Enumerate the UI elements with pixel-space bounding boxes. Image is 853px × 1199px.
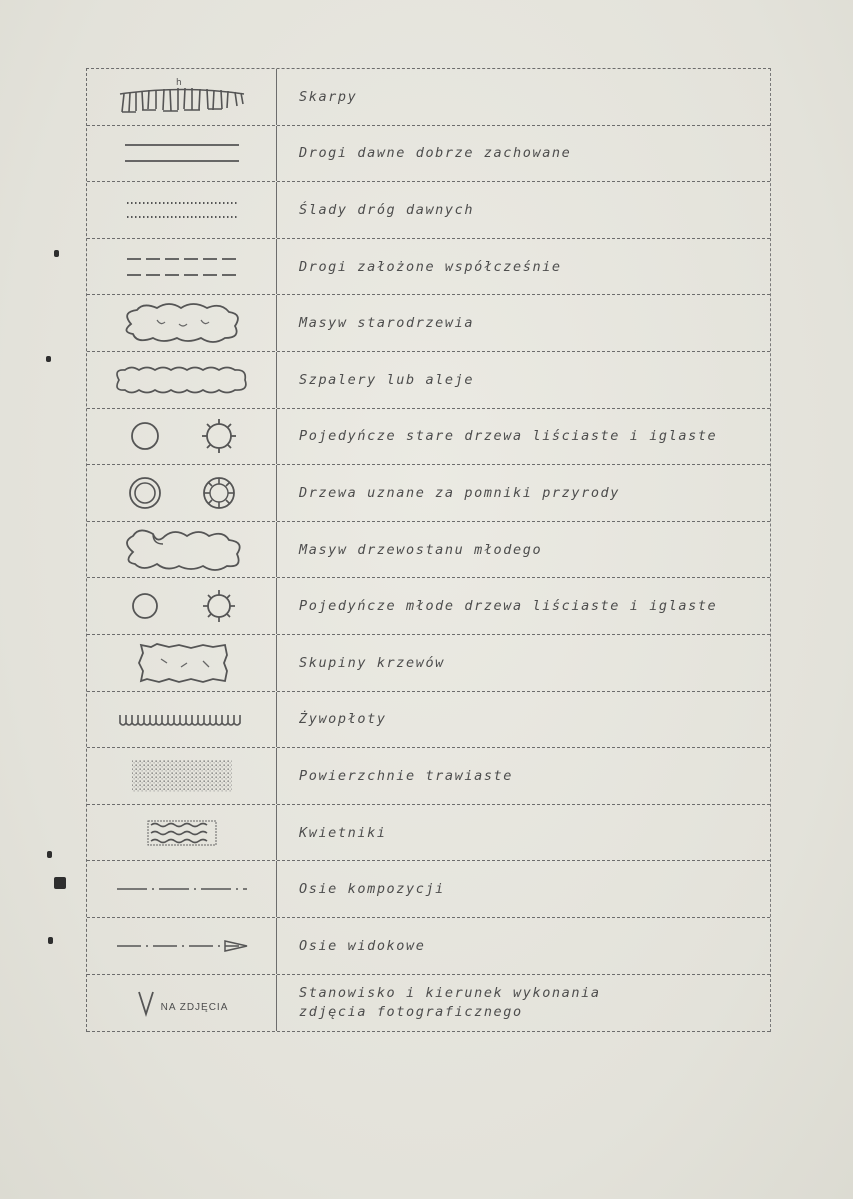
legend-row-old-roads	[87, 126, 770, 183]
symbol-cell	[87, 918, 277, 974]
legend-row-old-tree-mass	[87, 295, 770, 352]
legend-row-flowerbeds	[87, 805, 770, 862]
double-solid-lines-symbol-icon	[117, 138, 247, 168]
legend-label-line-2: zdjęcia fotograficznego	[299, 1003, 523, 1020]
legend-row-hedges	[87, 692, 770, 749]
legend-label: Drzewa uznane za pomniki przyrody	[299, 484, 621, 501]
view-axis-symbol-icon	[107, 936, 257, 956]
legend-row-young-single-trees	[87, 578, 770, 635]
legend-row-grass-areas	[87, 748, 770, 805]
double-dashed-lines-symbol-icon	[117, 252, 247, 282]
binder-hole-mark	[46, 356, 51, 362]
composition-axis-symbol-icon	[107, 879, 257, 899]
legend-row-composition-axes	[87, 861, 770, 918]
legend-label: Szpalery lub aleje	[299, 371, 475, 388]
young-tree-mass-symbol-icon	[117, 526, 247, 574]
flowerbed-symbol-icon	[127, 813, 237, 853]
symbol-cell	[87, 182, 277, 238]
legend-label: Pojedyńcze stare drzewa liściaste i iglaste	[299, 428, 718, 445]
legend-row-view-axes	[87, 918, 770, 975]
legend-label	[277, 975, 770, 1032]
escarpment-symbol-icon	[112, 74, 252, 120]
symbol-cell	[87, 692, 277, 748]
legend-label: Ślady dróg dawnych	[299, 201, 475, 218]
legend-row-photo-position	[87, 975, 770, 1033]
legend-row-road-traces	[87, 182, 770, 239]
legend-label: Skupiny krzewów	[299, 654, 445, 671]
shrub-group-symbol-icon	[117, 639, 247, 687]
photo-position-symbol-icon	[135, 988, 157, 1018]
legend-label: Skarpy	[299, 88, 358, 105]
legend-row-modern-roads	[87, 239, 770, 296]
symbol-cell	[87, 635, 277, 691]
symbol-cell	[87, 578, 277, 634]
legend-label: Drogi dawne dobrze zachowane	[299, 145, 572, 162]
escarpment-symbol-letter: h	[175, 77, 182, 88]
symbol-cell	[87, 975, 277, 1032]
symbol-cell	[87, 805, 277, 861]
young-single-trees-symbol-icon	[107, 583, 257, 629]
legend-label: Osie kompozycji	[299, 881, 445, 898]
binder-hole-mark	[54, 877, 66, 889]
monument-trees-symbol-icon	[107, 468, 257, 518]
binder-hole-mark	[48, 937, 53, 944]
legend-row-shrub-groups	[87, 635, 770, 692]
symbol-cell	[87, 352, 277, 408]
symbol-cell	[87, 239, 277, 295]
legend-label: Powierzchnie trawiaste	[299, 767, 514, 784]
legend-label: Osie widokowe	[299, 937, 426, 954]
hedge-symbol-icon	[112, 707, 252, 731]
legend-row-tree-rows	[87, 352, 770, 409]
grass-area-symbol-icon	[127, 756, 237, 796]
symbol-cell	[87, 69, 277, 125]
old-single-trees-symbol-icon	[107, 413, 257, 459]
symbol-cell	[87, 748, 277, 804]
legend-label: Żywopłoty	[299, 711, 387, 728]
legend-label: Masyw drzewostanu młodego	[299, 541, 543, 558]
legend-row-monument-trees	[87, 465, 770, 522]
symbol-cell	[87, 861, 277, 917]
legend-table	[86, 68, 771, 1032]
old-tree-mass-symbol-icon	[117, 300, 247, 346]
double-dotted-lines-symbol-icon	[117, 195, 247, 225]
legend-row-escarpment	[87, 69, 770, 126]
symbol-cell	[87, 126, 277, 182]
legend-label: Masyw starodrzewia	[299, 315, 475, 332]
symbol-cell	[87, 409, 277, 465]
legend-row-young-tree-mass	[87, 522, 770, 579]
legend-label-line-1: Stanowisko i kierunek wykonania	[299, 984, 601, 1001]
binder-hole-mark	[47, 851, 52, 858]
binder-hole-mark	[54, 250, 59, 257]
symbol-cell	[87, 522, 277, 578]
legend-label: Pojedyńcze młode drzewa liściaste i iglaste	[299, 598, 718, 615]
tree-row-symbol-icon	[107, 363, 257, 397]
legend-label: Kwietniki	[299, 824, 387, 841]
legend-row-old-single-trees	[87, 409, 770, 466]
legend-label: Drogi założone współcześnie	[299, 258, 562, 275]
photo-position-caption: NA ZDJĘCIA	[160, 1002, 229, 1014]
symbol-cell	[87, 465, 277, 521]
symbol-cell	[87, 295, 277, 351]
